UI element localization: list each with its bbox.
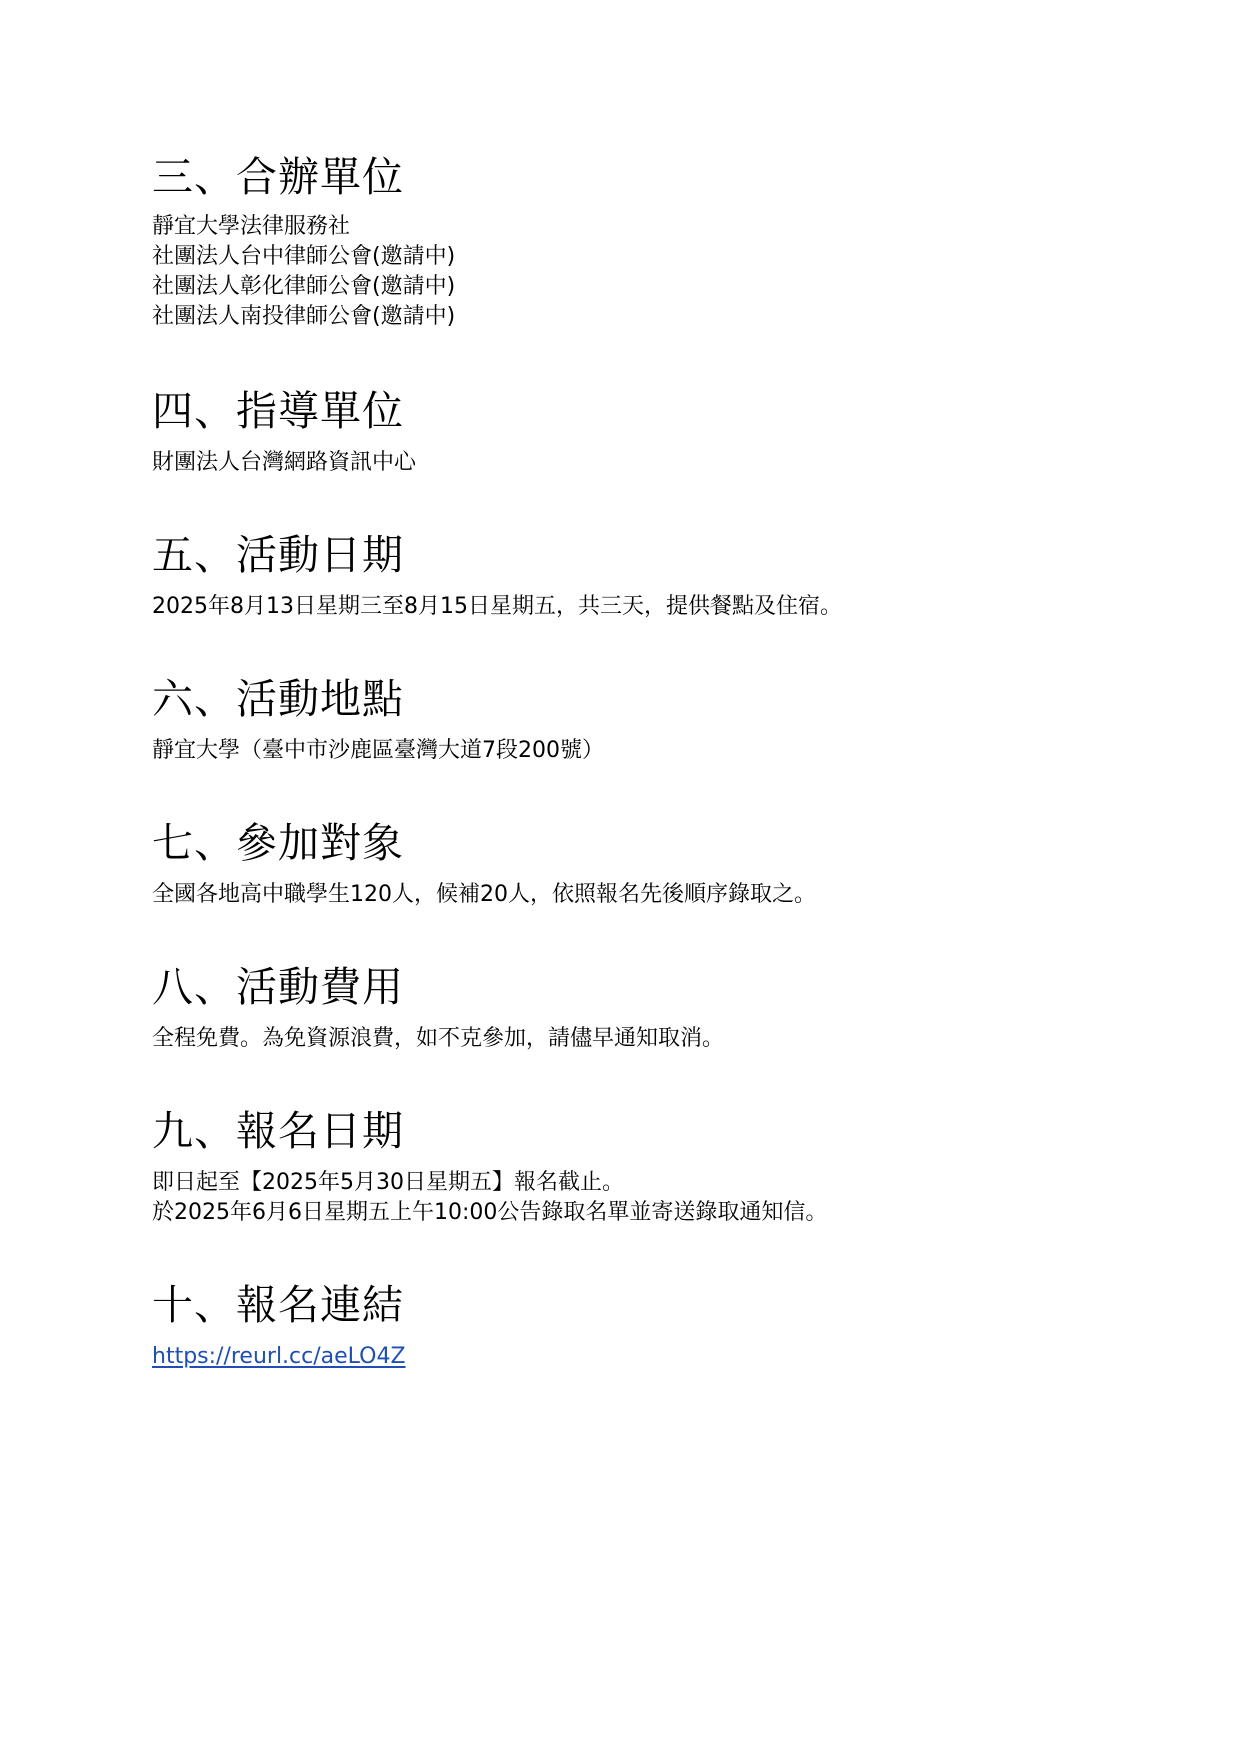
section-event-location (152, 672, 1152, 766)
section-heading: 七、參加對象 (152, 819, 404, 867)
body-line: 即日起至【2025年5月30日星期五】報名截止。 (152, 1170, 624, 1195)
body-line: 全程免費。為免資源浪費，如不克參加，請儘早通知取消。 (152, 1026, 725, 1051)
body-line: 社團法人台中律師公會(邀請中) (152, 244, 456, 269)
section-advisor (152, 384, 1152, 478)
section-fees (152, 960, 1152, 1054)
link-line (152, 1342, 1152, 1372)
section-body (152, 1024, 1152, 1054)
section-heading: 九、報名日期 (152, 1107, 404, 1155)
section-body (152, 448, 1152, 478)
section-body (152, 1168, 1152, 1228)
section-body (152, 1342, 1152, 1372)
body-line: 社團法人彰化律師公會(邀請中) (152, 274, 456, 299)
section-heading: 八、活動費用 (152, 963, 404, 1011)
section-registration-link (152, 1278, 1152, 1372)
section-body (152, 212, 1152, 332)
body-line: 靜宜大學法律服務社 (152, 214, 351, 239)
section-heading: 六、活動地點 (152, 675, 404, 723)
section-body (152, 880, 1152, 910)
body-line: 2025年8月13日星期三至8月15日星期五，共三天，提供餐點及住宿。 (152, 594, 842, 619)
section-participants (152, 816, 1152, 910)
body-line: 社團法人南投律師公會(邀請中) (152, 304, 456, 329)
section-event-date (152, 528, 1152, 622)
section-heading: 五、活動日期 (152, 531, 404, 579)
section-heading: 三、合辦單位 (152, 153, 404, 201)
registration-link[interactable]: https://reurl.cc/aeLO4Z (152, 1344, 406, 1369)
body-line: 靜宜大學（臺中市沙鹿區臺灣大道7段200號） (152, 738, 604, 763)
section-registration-date (152, 1104, 1152, 1228)
section-heading: 十、報名連結 (152, 1281, 404, 1329)
section-heading: 四、指導單位 (152, 387, 404, 435)
section-co-organizers (152, 150, 1152, 332)
body-line: 於2025年6月6日星期五上午10:00公告錄取名單並寄送錄取通知信。 (152, 1200, 828, 1225)
section-body (152, 592, 1152, 622)
section-body (152, 736, 1152, 766)
body-line: 財團法人台灣網路資訊中心 (152, 450, 417, 475)
body-line: 全國各地高中職學生120人，候補20人，依照報名先後順序錄取之。 (152, 882, 816, 907)
